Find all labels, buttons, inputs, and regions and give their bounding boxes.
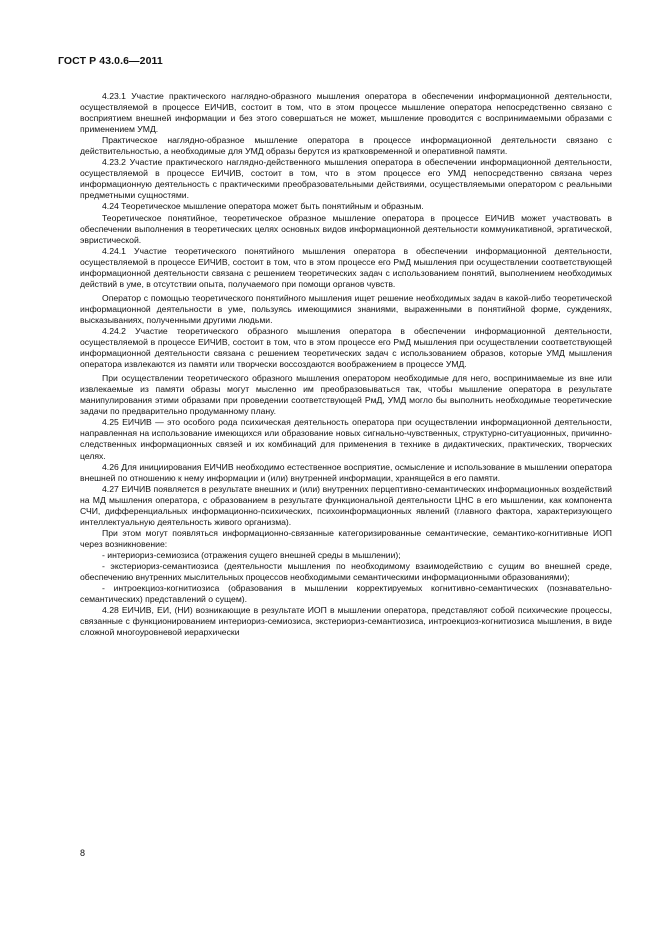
paragraph: При осуществлении теоретического образного мышления оператором необходимые для него, воспринимаемые из вне или извлекаемые из памяти образы могут мысленно им преобразовываться так, чтобы мышление оператора в результате манипулирования этими образами при проведении соответствующей РмД, УМД могло бы выполнить необходимые теоретические задачи по предварительно продуманному плану. <box>80 373 612 417</box>
paragraph-4-24: 4.24 Теоретическое мышление оператора может быть понятийным и образным. <box>102 201 424 212</box>
body-text <box>80 91 612 638</box>
paragraph-4-23-1: 4.23.1 Участие практического наглядно-образного мышления оператора в обеспечении информационной деятельности, осуществляемой в процессе ЕИЧИВ, состоит в том, что в этом процессе мышление оператора непосредственно связано с восприятием внешней информации и без этого совершаться не может, мышление проводится с воспринимаемыми образами с применением УМД. <box>80 91 612 135</box>
paragraph: Оператор с помощью теоретического понятийного мышления ищет решение необходимых задач в какой-либо теоретической информационной деятельности в уме, пользуясь имеющимися знаниями, выраженными в понятийной форме, суждениях, высказываниях, полученными другими людьми. <box>80 292 612 325</box>
list-item: - экстериориз-семантиозиса (деятельности мышления по необходимому взаимодействию с сущим во внешней среде, обеспечению внутренних мыслительных процессов необходимыми семантическими информационными образованиями); <box>80 560 612 583</box>
paragraph-4-28: 4.28 ЕИЧИВ, ЕИ, (НИ) возникающие в результате ИОП в мышлении оператора, представляют собой психические процессы, связанные с функционированием интериориз-семиозиса, экстериориз-семантиозиса, интроекциоз-когнитиозиса мышления, в виде сложной многоуровневой иерархически <box>80 605 612 638</box>
paragraph-4-24-2: 4.24.2 Участие теоретического образного мышления оператора в обеспечении информационной деятельности, осуществляемой в процессе ЕИЧИВ, состоит в том, что в этом процессе его РмД мышления при осуществлении соответствующей информационной деятельности связана с решением теоретических задач с использованием образов, которые УМД мышления оператора извлекаются из памяти или творчески воссоздаются воображением в процессе УМД. <box>80 325 612 370</box>
list-item: - интериориз-семиозиса (отражения сущего внешней среды в мышлении); <box>102 549 401 560</box>
paragraph: При этом могут появляться информационно-связанные категоризированные семантические, семантико-когнитивные ИОП через возникновение: <box>80 527 612 549</box>
paragraph-4-25: 4.25 ЕИЧИВ — это особого рода психическая деятельность оператора при осуществлении информационной деятельности, направленная на использование имеющихся или образование новых сигнально-чувственных, структурно-ситуационных, причинно-следственных информационных связей и их комбинаций для применения в технике в дидактических, практических, творческих целях. <box>80 417 612 461</box>
paragraph: Практическое наглядно-образное мышление оператора в процессе информационной деятельности связано с действительностью, а необходимые для УМД образы берутся из кратковременной и оперативной памяти. <box>80 135 612 157</box>
list-item: - интроекциоз-когнитиозиса (образования в мышлении корректируемых когнитивно-семантических (познавательно-семантических) представлений о сущем). <box>80 583 612 605</box>
document-header: ГОСТ Р 43.0.6—2011 <box>58 55 163 67</box>
paragraph-4-27: 4.27 ЕИЧИВ появляется в результате внешних и (или) внутренних перцептивно-семантических информационных воздействий на МД мышления оператора, с образованием в результате функциональной деятельности ЦНС в его мышлении, как компонента СЧИ, дифференциальных информационно-психических, психоинформационных явлений (главного фактора, характеризующего интеллектуальную деятельность живого организма). <box>80 483 612 527</box>
paragraph-4-26: 4.26 Для инициирования ЕИЧИВ необходимо естественное восприятие, осмысление и использование в мышлении оператора внешней по отношению к нему информации и (или) внутренней информации, хранящейся в его памяти. <box>80 461 612 483</box>
paragraph-4-24-1: 4.24.1 Участие теоретического понятийного мышления оператора в обеспечении информационной деятельности, осуществляемой в процессе ЕИЧИВ, состоит в том, что в этом процессе его РмД мышления при осуществлении соответствующей информационной деятельности связана с решением теоретических задач с использованием понятий, выполнением необходимых действий в уме, в отсутствии опыта, получаемого при помощи органов чувств. <box>80 245 612 289</box>
paragraph: Теоретическое понятийное, теоретическое образное мышление оператора в процессе ЕИЧИВ может участвовать в обеспечении выполнения в теоретических целях основных видов информационной деятельности коммуникативной, эргатической, эвристической. <box>80 212 612 245</box>
page-number: 8 <box>80 848 86 858</box>
paragraph-4-23-2: 4.23.2 Участие практического наглядно-действенного мышления оператора в обеспечении информационной деятельности, осуществляемой в процессе ЕИЧИВ, состоит в том, что в этом процессе его УМД непосредственно связана через информационную деятельность с практическими преобразовательными действиями, осуществляемыми оператором с реальными предметными сущностями. <box>80 157 612 201</box>
